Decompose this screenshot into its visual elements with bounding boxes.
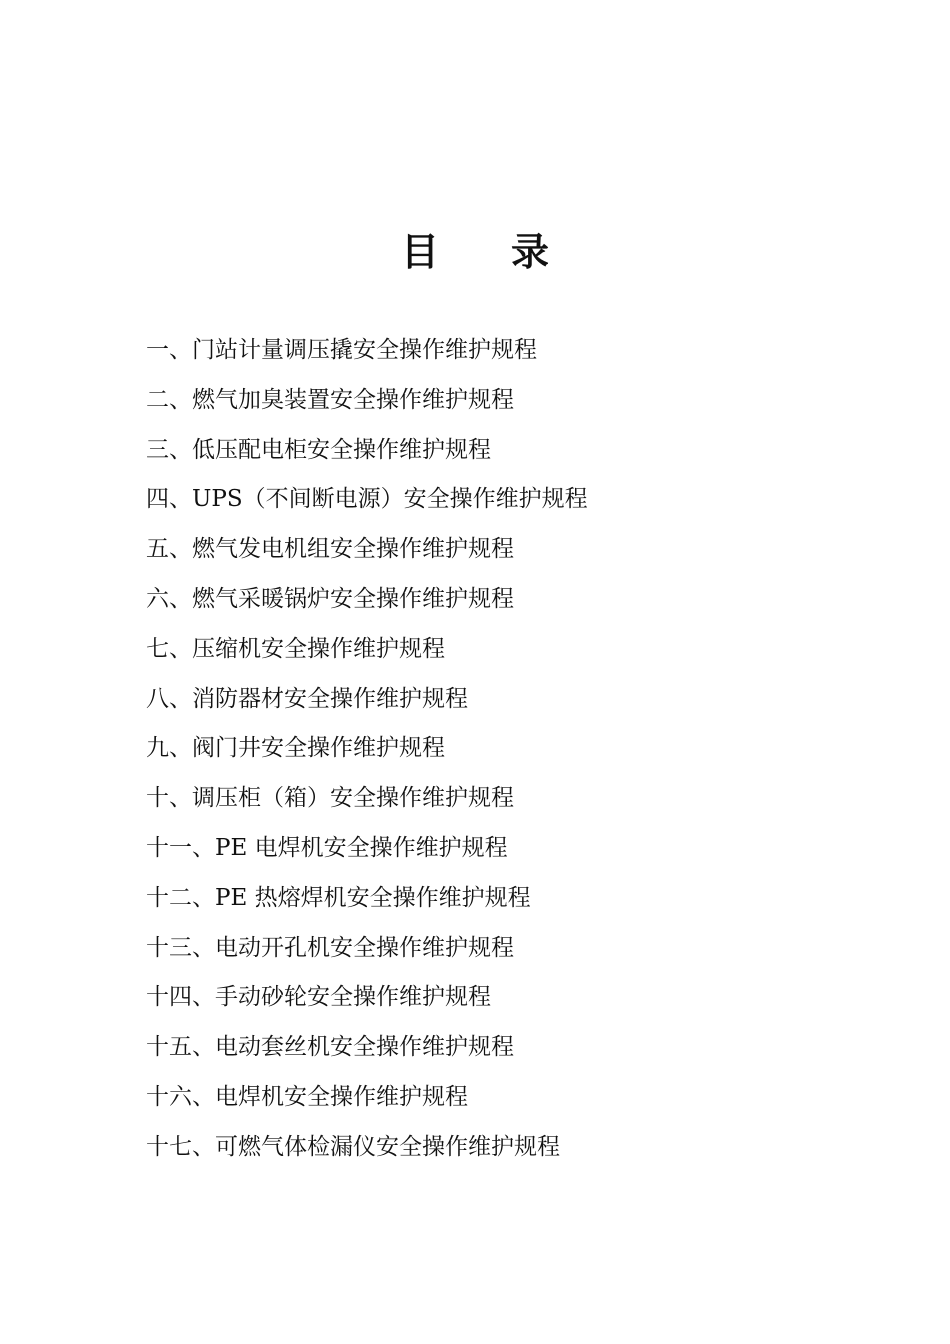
toc-item: 十一、PE 电焊机安全操作维护规程 <box>146 834 508 861</box>
toc-item: 二、燃气加臭装置安全操作维护规程 <box>146 386 514 413</box>
toc-item: 十、调压柜（箱）安全操作维护规程 <box>146 785 514 812</box>
toc-item: 十七、可燃气体检漏仪安全操作维护规程 <box>146 1133 560 1160</box>
toc-item: 四、UPS（不间断电源）安全操作维护规程 <box>146 486 588 513</box>
toc-item: 八、消防器材安全操作维护规程 <box>146 685 468 712</box>
page-title: 目录 <box>400 229 621 274</box>
toc-item: 九、阀门井安全操作维护规程 <box>146 735 445 762</box>
toc-item: 六、燃气采暖锅炉安全操作维护规程 <box>146 585 514 612</box>
toc-item: 五、燃气发电机组安全操作维护规程 <box>146 536 514 563</box>
toc-item: 十三、电动开孔机安全操作维护规程 <box>146 934 514 961</box>
toc-item: 十五、电动套丝机安全操作维护规程 <box>146 1034 514 1061</box>
toc-item: 十二、PE 热熔焊机安全操作维护规程 <box>146 884 531 911</box>
toc-item: 十六、电焊机安全操作维护规程 <box>146 1083 468 1110</box>
toc-item: 七、压缩机安全操作维护规程 <box>146 635 445 662</box>
table-of-contents <box>146 330 588 1177</box>
toc-item: 十四、手动砂轮安全操作维护规程 <box>146 984 491 1011</box>
toc-item: 三、低压配电柜安全操作维护规程 <box>146 436 491 463</box>
toc-item: 一、门站计量调压撬安全操作维护规程 <box>146 337 537 363</box>
